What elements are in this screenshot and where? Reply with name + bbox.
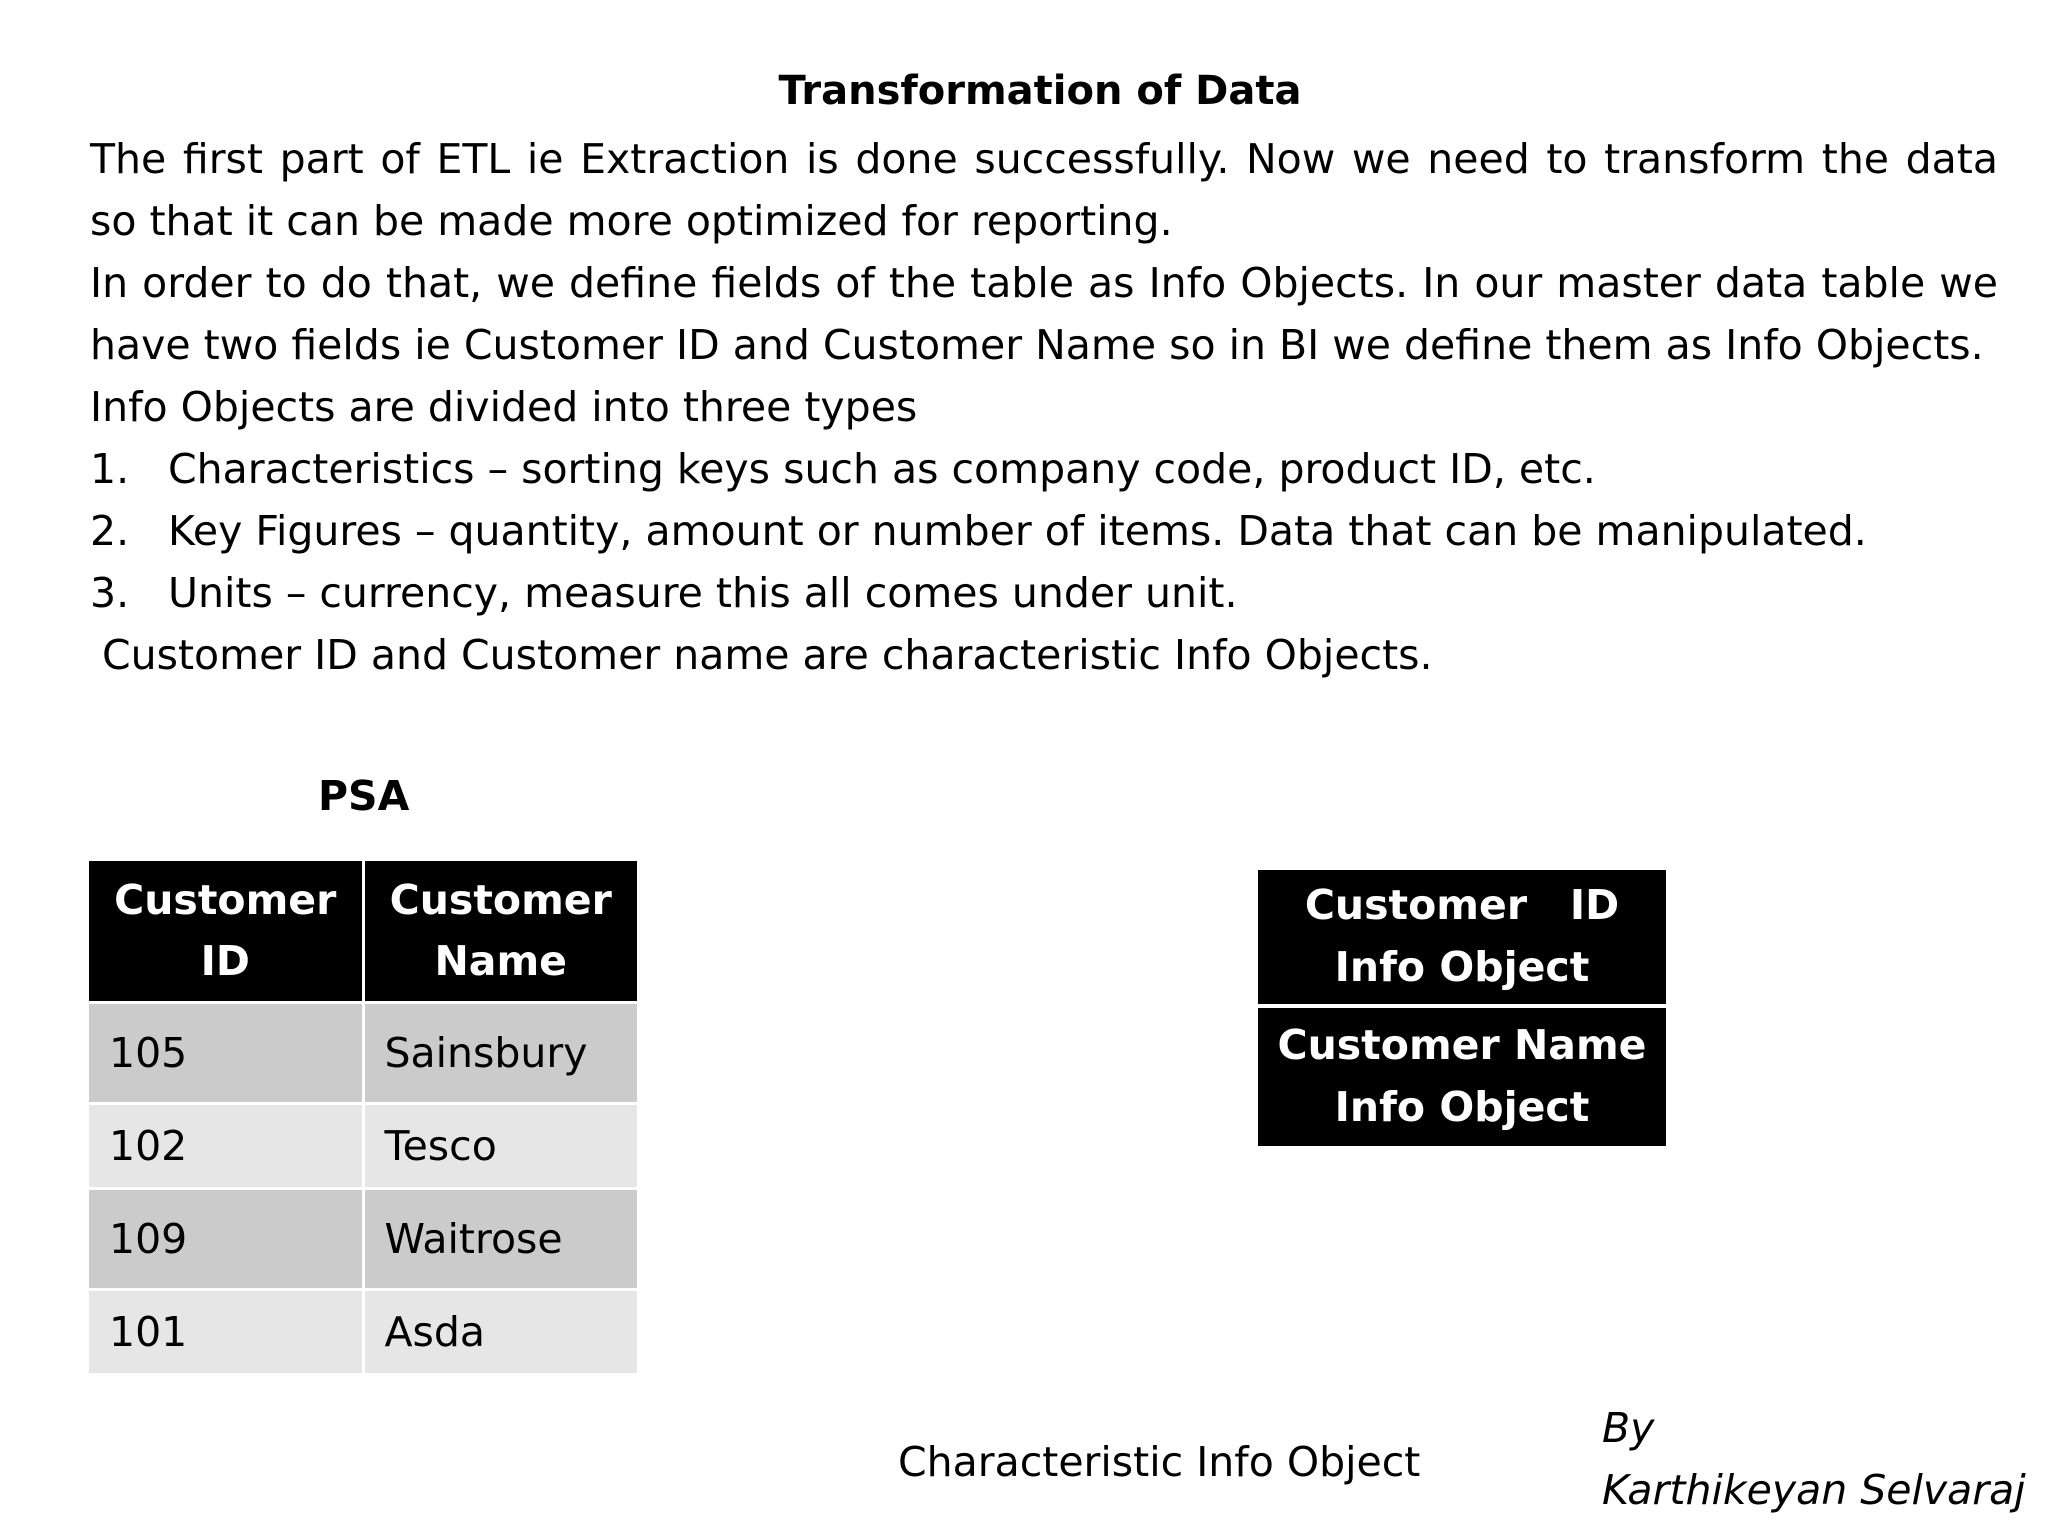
header-line: ID xyxy=(200,937,250,985)
info-object-caption: Characteristic Info Object xyxy=(898,1438,1421,1486)
cell-customer-id: 109 xyxy=(88,1189,364,1290)
header-line: Customer xyxy=(114,876,337,924)
psa-table xyxy=(86,858,640,1376)
info-box-line: Info Object xyxy=(1334,943,1590,991)
info-object-types-list xyxy=(90,438,1998,624)
list-item xyxy=(90,562,1998,624)
list-item-text: Units – currency, measure this all comes under unit. xyxy=(168,569,1238,617)
author-name: Karthikeyan Selvaraj xyxy=(1602,1466,2026,1514)
table-row xyxy=(88,1189,639,1290)
body-text xyxy=(90,128,1998,686)
psa-title: PSA xyxy=(318,772,410,820)
list-item xyxy=(90,500,1998,562)
column-header-customer-id xyxy=(88,860,364,1003)
types-intro-paragraph: Info Objects are divided into three types xyxy=(90,383,918,431)
slide-title: Transformation of Data xyxy=(778,68,1302,114)
cell-customer-name: Waitrose xyxy=(363,1189,639,1290)
header-line: Name xyxy=(434,937,567,985)
list-item-number: 2. xyxy=(90,507,130,555)
customer-id-info-object-box xyxy=(1258,870,1666,1004)
table-row xyxy=(88,1290,639,1375)
list-item xyxy=(90,438,1998,500)
info-box-line: Customer Name xyxy=(1277,1021,1647,1069)
table-row xyxy=(88,1104,639,1189)
closing-sentence: Customer ID and Customer name are characteristic Info Objects. xyxy=(102,631,1433,679)
customer-name-info-object-box xyxy=(1258,1008,1666,1146)
table-header-row xyxy=(88,860,639,1003)
cell-customer-id: 101 xyxy=(88,1290,364,1375)
info-box-line: Info Object xyxy=(1334,1083,1590,1131)
cell-customer-id: 102 xyxy=(88,1104,364,1189)
intro-paragraph: The first part of ETL ie Extraction is done successfully. Now we need to transform the data so that it can be made more optimized for reporting. xyxy=(90,135,1998,245)
cell-customer-id: 105 xyxy=(88,1003,364,1104)
column-header-customer-name xyxy=(363,860,639,1003)
author-by: By xyxy=(1602,1404,1655,1452)
cell-customer-name: Tesco xyxy=(363,1104,639,1189)
cell-customer-name: Asda xyxy=(363,1290,639,1375)
list-item-text: Key Figures – quantity, amount or number of items. Data that can be manipulated. xyxy=(168,507,1867,555)
header-line: Customer xyxy=(389,876,612,924)
list-item-text: Characteristics – sorting keys such as company code, product ID, etc. xyxy=(168,445,1596,493)
list-item-number: 1. xyxy=(90,445,130,493)
author-credit xyxy=(1602,1397,2026,1521)
table-row xyxy=(88,1003,639,1104)
info-objects-paragraph: In order to do that, we define fields of the table as Info Objects. In our master data table we have two fields ie Customer ID and Customer Name so in BI we define them as Info Objects. xyxy=(90,259,1998,369)
cell-customer-name: Sainsbury xyxy=(363,1003,639,1104)
list-item-number: 3. xyxy=(90,569,130,617)
info-box-line: Customer ID xyxy=(1304,881,1620,929)
